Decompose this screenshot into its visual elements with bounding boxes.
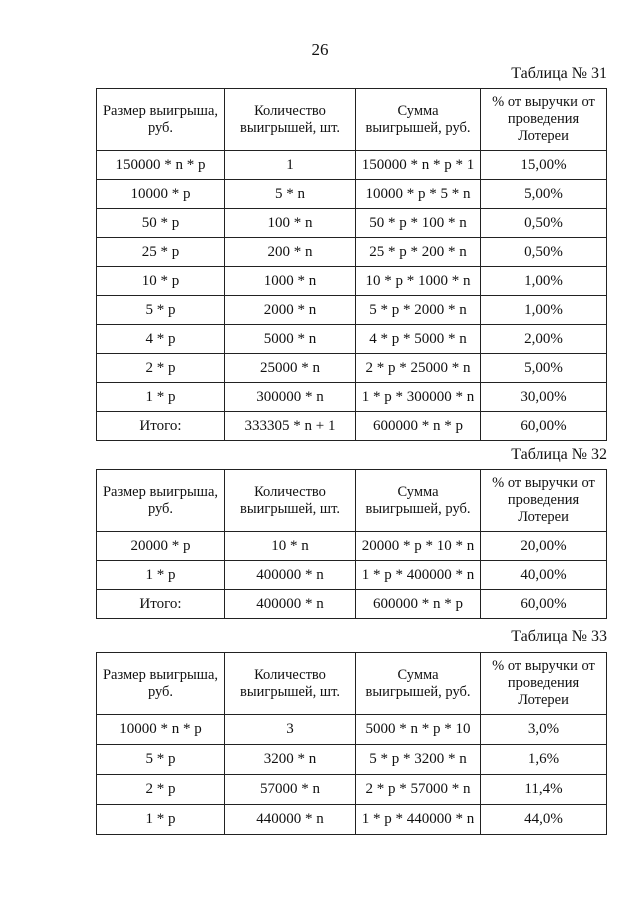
cell-prize-sum: 10000 * p * 5 * n (356, 180, 481, 209)
header-prize-count: Количество выигрышей, шт. (225, 653, 356, 715)
cell-prize-count: 100 * n (225, 209, 356, 238)
header-prize-sum: Сумма выигрышей, руб. (356, 653, 481, 715)
cell-percent: 2,00% (481, 325, 607, 354)
cell-percent: 0,50% (481, 209, 607, 238)
header-percent-revenue: % от выручки от проведения Лотереи (481, 470, 607, 532)
cell-prize-size: 1 * p (97, 805, 225, 835)
table-row (97, 775, 607, 805)
cell-percent: 3,0% (481, 715, 607, 745)
cell-prize-count: 10 * n (225, 532, 356, 561)
cell-prize-count: 400000 * n (225, 561, 356, 590)
cell-prize-count: 440000 * n (225, 805, 356, 835)
table-row (97, 383, 607, 412)
header-prize-count: Количество выигрышей, шт. (225, 470, 356, 532)
table-row (97, 151, 607, 180)
cell-prize-size: 25 * p (97, 238, 225, 267)
cell-percent: 1,00% (481, 296, 607, 325)
cell-prize-count: 25000 * n (225, 354, 356, 383)
cell-percent: 1,00% (481, 267, 607, 296)
table-row (97, 209, 607, 238)
table-row (97, 180, 607, 209)
header-prize-count: Количество выигрышей, шт. (225, 89, 356, 151)
cell-prize-sum: 2 * p * 57000 * n (356, 775, 481, 805)
cell-percent: 20,00% (481, 532, 607, 561)
table-row (97, 561, 607, 590)
table-row (97, 238, 607, 267)
header-percent-revenue: % от выручки от проведения Лотереи (481, 89, 607, 151)
cell-prize-count: 1000 * n (225, 267, 356, 296)
cell-total-percent: 60,00% (481, 412, 607, 441)
table-32-caption: Таблица № 32 (511, 446, 607, 463)
table-33-caption: Таблица № 33 (511, 628, 607, 645)
cell-prize-sum: 1 * p * 300000 * n (356, 383, 481, 412)
table-row (97, 296, 607, 325)
table-total-row (97, 412, 607, 441)
cell-prize-size: 4 * p (97, 325, 225, 354)
cell-prize-size: 10000 * n * p (97, 715, 225, 745)
cell-prize-sum: 25 * p * 200 * n (356, 238, 481, 267)
cell-prize-count: 3 (225, 715, 356, 745)
cell-prize-count: 3200 * n (225, 745, 356, 775)
cell-prize-sum: 5 * p * 2000 * n (356, 296, 481, 325)
cell-total-count: 333305 * n + 1 (225, 412, 356, 441)
cell-prize-sum: 5 * p * 3200 * n (356, 745, 481, 775)
cell-percent: 30,00% (481, 383, 607, 412)
cell-prize-sum: 20000 * p * 10 * n (356, 532, 481, 561)
table-row (97, 532, 607, 561)
header-prize-size: Размер выигрыша, руб. (97, 470, 225, 532)
cell-total-sum: 600000 * n * p (356, 590, 481, 619)
cell-percent: 11,4% (481, 775, 607, 805)
cell-prize-size: 150000 * n * p (97, 151, 225, 180)
cell-prize-count: 300000 * n (225, 383, 356, 412)
cell-percent: 5,00% (481, 180, 607, 209)
header-percent-revenue: % от выручки от проведения Лотереи (481, 653, 607, 715)
table-row (97, 325, 607, 354)
cell-percent: 15,00% (481, 151, 607, 180)
cell-prize-size: 1 * p (97, 561, 225, 590)
cell-total-sum: 600000 * n * p (356, 412, 481, 441)
header-prize-size: Размер выигрыша, руб. (97, 653, 225, 715)
table-row (97, 715, 607, 745)
cell-prize-sum: 50 * p * 100 * n (356, 209, 481, 238)
cell-prize-sum: 10 * p * 1000 * n (356, 267, 481, 296)
cell-percent: 40,00% (481, 561, 607, 590)
cell-prize-sum: 2 * p * 25000 * n (356, 354, 481, 383)
cell-prize-size: 20000 * p (97, 532, 225, 561)
header-prize-size: Размер выигрыша, руб. (97, 89, 225, 151)
cell-percent: 0,50% (481, 238, 607, 267)
cell-prize-sum: 1 * p * 440000 * n (356, 805, 481, 835)
table-32 (96, 469, 607, 619)
cell-prize-size: 5 * p (97, 296, 225, 325)
cell-prize-count: 5000 * n (225, 325, 356, 354)
page-number: 26 (311, 40, 329, 59)
cell-prize-size: 2 * p (97, 354, 225, 383)
cell-prize-sum: 4 * p * 5000 * n (356, 325, 481, 354)
table-row (97, 354, 607, 383)
cell-prize-size: 50 * p (97, 209, 225, 238)
table-row (97, 745, 607, 775)
table-total-row (97, 590, 607, 619)
header-prize-sum: Сумма выигрышей, руб. (356, 89, 481, 151)
cell-prize-count: 200 * n (225, 238, 356, 267)
table-row (97, 805, 607, 835)
table-33-header-row (97, 653, 607, 715)
cell-prize-size: 1 * p (97, 383, 225, 412)
cell-prize-count: 2000 * n (225, 296, 356, 325)
cell-prize-sum: 150000 * n * p * 1 (356, 151, 481, 180)
cell-percent: 5,00% (481, 354, 607, 383)
table-row (97, 267, 607, 296)
table-31-header-row (97, 89, 607, 151)
table-31-caption: Таблица № 31 (511, 65, 607, 82)
cell-prize-size: 2 * p (97, 775, 225, 805)
cell-prize-size: 5 * p (97, 745, 225, 775)
header-prize-sum: Сумма выигрышей, руб. (356, 470, 481, 532)
cell-total-label: Итого: (97, 412, 225, 441)
table-33 (96, 652, 607, 835)
cell-percent: 44,0% (481, 805, 607, 835)
cell-total-label: Итого: (97, 590, 225, 619)
cell-total-count: 400000 * n (225, 590, 356, 619)
cell-prize-sum: 1 * p * 400000 * n (356, 561, 481, 590)
cell-prize-count: 57000 * n (225, 775, 356, 805)
table-32-header-row (97, 470, 607, 532)
table-31 (96, 88, 607, 441)
cell-prize-count: 1 (225, 151, 356, 180)
cell-total-percent: 60,00% (481, 590, 607, 619)
cell-prize-count: 5 * n (225, 180, 356, 209)
cell-prize-sum: 5000 * n * p * 10 (356, 715, 481, 745)
cell-percent: 1,6% (481, 745, 607, 775)
cell-prize-size: 10 * p (97, 267, 225, 296)
cell-prize-size: 10000 * p (97, 180, 225, 209)
